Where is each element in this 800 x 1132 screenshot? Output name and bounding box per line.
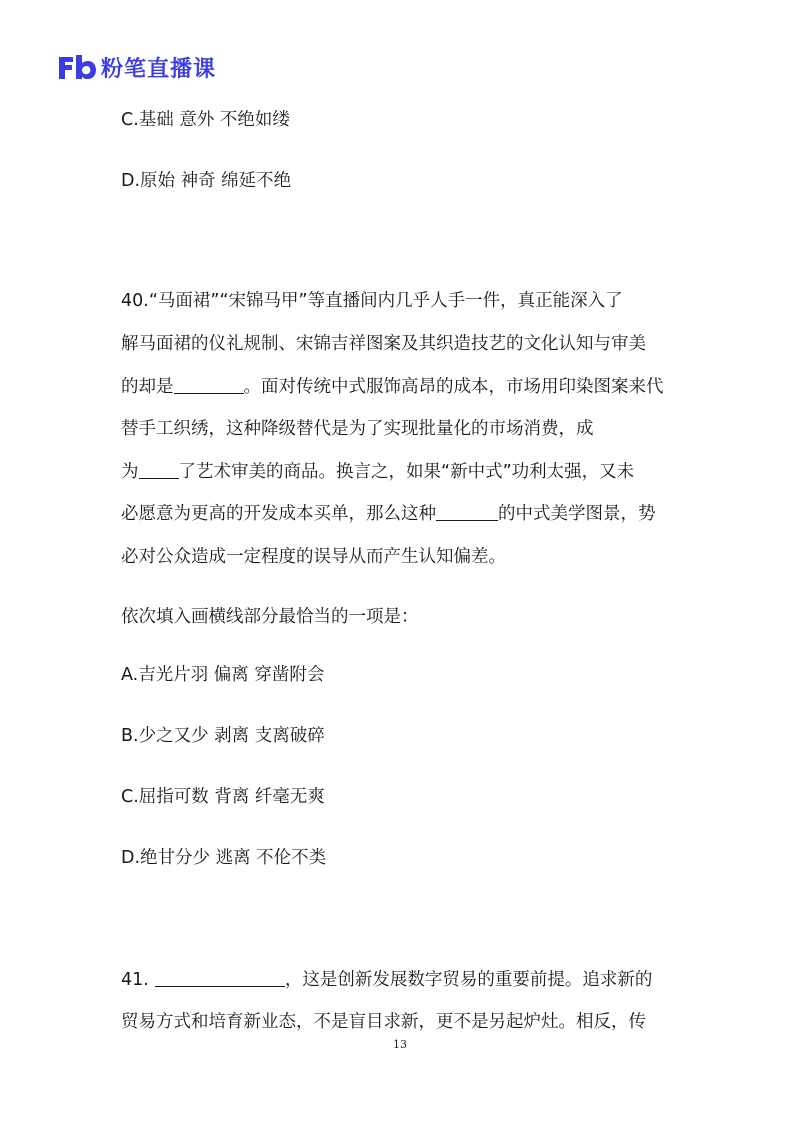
q40-stem-line-2: 解马面裙的仪礼规制、宋锦吉祥图案及其织造技艺的文化认知与审美	[121, 334, 646, 354]
q40-line-6-start: 必愿意为更高的开发成本买单，那么这种	[121, 504, 436, 524]
q40-option-a: A.吉光片羽 偏离 穿凿附会	[121, 665, 325, 685]
q40-stem-line-3	[121, 375, 664, 399]
q39-option-c: C.基础 意外 不绝如缕	[121, 110, 290, 130]
q40-line-6-end: 的中式美学图景，势	[498, 504, 656, 524]
q40-stem-line-6	[121, 502, 656, 526]
fill-blank-3	[436, 502, 498, 521]
q40-line-3-end: 。面对传统中式服饰高昂的成本，市场用印染图案来代	[243, 377, 664, 397]
q41-stem-line-1	[121, 968, 652, 992]
q41-line-1-end: ，这是创新发展数字贸易的重要前提。追求新的	[284, 970, 653, 990]
q40-stem-line-5	[121, 460, 634, 484]
brand-name: 粉笔直播课	[101, 56, 217, 82]
fill-blank-1	[174, 375, 244, 394]
q40-line-3-start: 的却是	[121, 377, 174, 397]
brand-logo	[57, 52, 216, 82]
q40-stem-line-7: 必对公众造成一定程度的误导从而产生认知偏差。	[121, 547, 506, 567]
fb-logo-icon	[57, 53, 97, 81]
q40-option-c: C.屈指可数 背离 纤毫无爽	[121, 787, 325, 807]
q39-option-d: D.原始 神奇 绵延不绝	[121, 171, 292, 191]
q40-option-d: D.绝甘分少 逃离 不伦不类	[121, 848, 327, 868]
q40-line-5-end: 了艺术审美的商品。换言之，如果“新中式”功利太强，又未	[178, 462, 635, 482]
q40-stem-line-4: 替手工织绣，这种降级替代是为了实现批量化的市场消费，成	[121, 419, 594, 439]
q40-prompt: 依次填入画横线部分最恰当的一项是：	[121, 607, 419, 627]
fill-blank-2	[139, 460, 179, 479]
fill-blank-q41	[155, 968, 285, 987]
q40-option-b: B.少之又少 剥离 支离破碎	[121, 726, 325, 746]
q41-stem-line-2: 贸易方式和培育新业态，不是盲目求新，更不是另起炉灶。相反，传	[121, 1012, 646, 1032]
q40-stem-line-1: 40.“马面裙”“宋锦马甲”等直播间内几乎人手一件，真正能深入了	[121, 291, 623, 311]
q40-line-5-start: 为	[121, 462, 139, 482]
page-number: 13	[393, 1038, 407, 1051]
q41-line-1-start: 41.	[121, 970, 149, 990]
